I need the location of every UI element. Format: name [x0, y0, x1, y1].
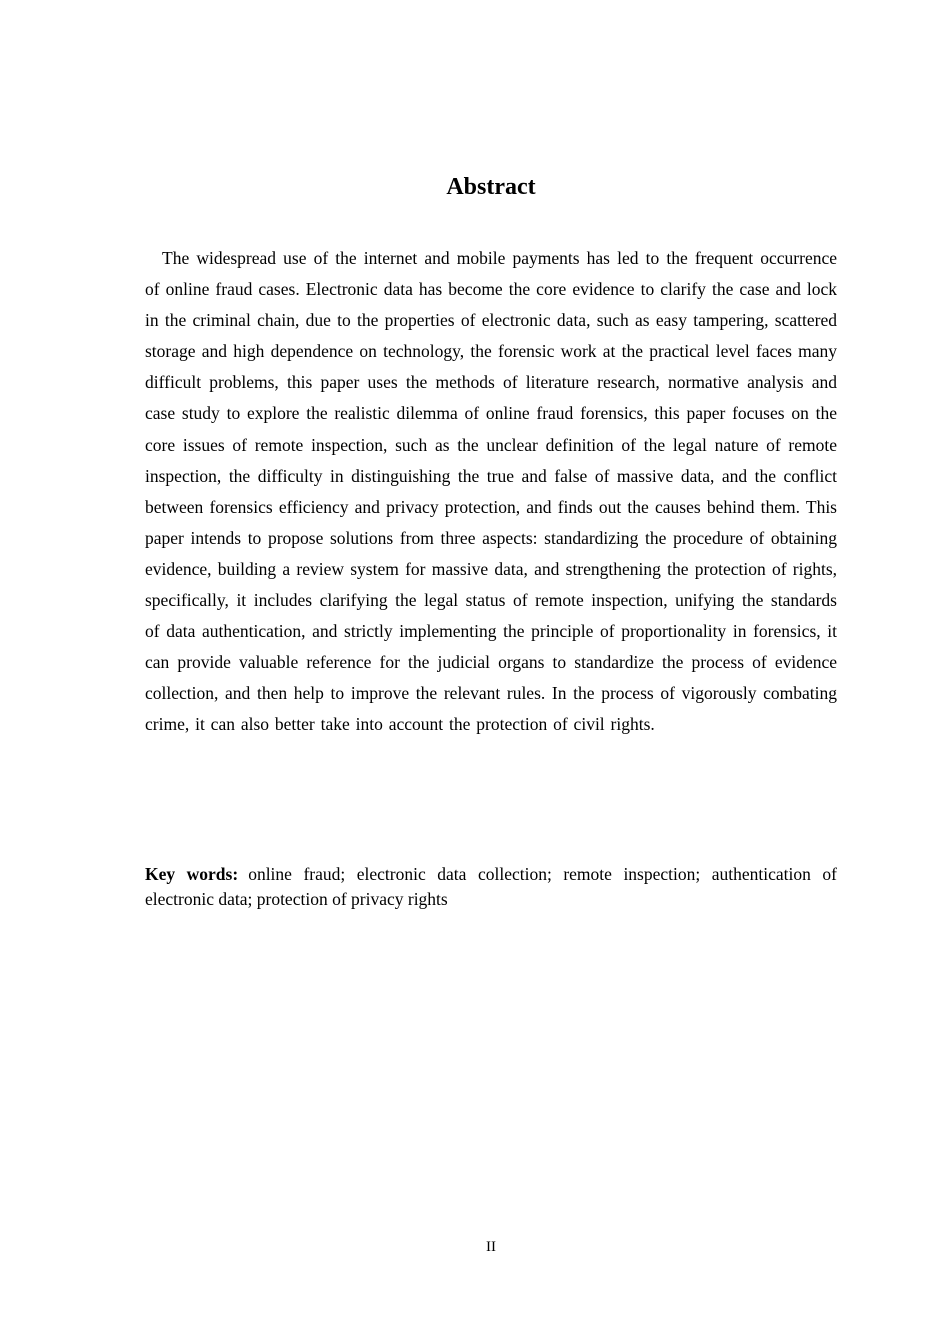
keywords-text: online fraud; electronic data collection; remote inspection; authentication of electronic data; protection of privacy rights	[145, 864, 838, 909]
keywords-label: Key words:	[145, 864, 239, 884]
keywords-line	[145, 862, 837, 912]
abstract-body: The widespread use of the internet and mobile payments has led to the frequent occurrence of online fraud cases. Electronic data has become the core evidence to clarify the case and lock in the criminal chain, due to the properties of electronic data, such as easy tampering, scattered storage and high dependence on technology, the forensic work at the practical level faces many difficult problems, this paper uses the methods of literature research, normative analysis and case study to explore the realistic dilemma of online fraud forensics, this paper focuses on the core issues of remote inspection, such as the unclear definition of the legal nature of remote inspection, the difficulty in distinguishing the true and false of massive data, and the conflict between forensics efficiency and privacy protection, and finds out the causes behind them. This paper intends to propose solutions from three aspects: standardizing the procedure of obtaining evidence, building a review system for massive data, and strengthening the protection of rights, specifically, it includes clarifying the legal status of remote inspection, unifying the standards of data authentication, and strictly implementing the principle of proportionality in forensics, it can provide valuable reference for the judicial organs to standardize the process of evidence collection, and then help to improve the relevant rules. In the process of vigorously combating crime, it can also better take into account the protection of civil rights.	[145, 248, 837, 735]
page-number: II	[486, 1239, 496, 1255]
abstract-title: Abstract	[446, 174, 536, 200]
